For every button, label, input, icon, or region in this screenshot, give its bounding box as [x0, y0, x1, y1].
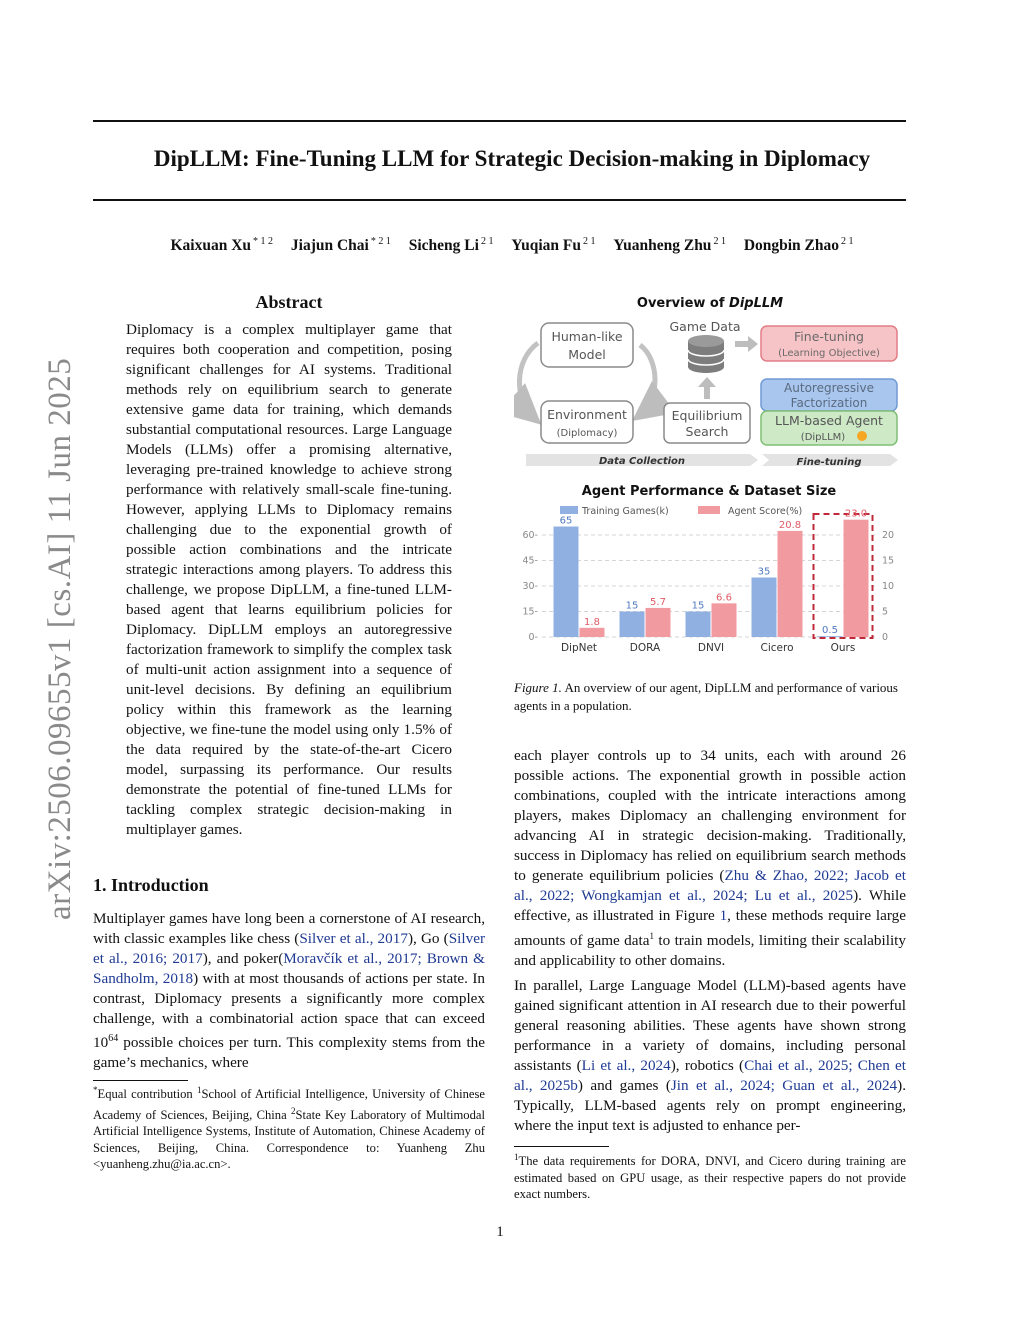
figure-overview-title: Overview of DipLLM [636, 296, 784, 311]
data-label-score: 23.0 [844, 508, 868, 520]
database-icon [688, 335, 724, 373]
category-label: DipNet [560, 642, 598, 654]
bar-training-games [752, 578, 777, 638]
author: Dongbin Zhao $^{2 1}$ [743, 236, 854, 255]
environment-label: Environment [547, 407, 627, 422]
right-tick-label: 0 [882, 632, 889, 643]
paper-title: DipLLM: Fine-Tuning LLM for Strategic Decision-making in Diplomacy [153, 146, 871, 171]
section-heading-introduction: 1. Introduction [93, 875, 209, 895]
category-label: DNVI [697, 642, 725, 654]
data-label-training: 0.5 [822, 625, 838, 637]
bar-agent-score [712, 603, 737, 637]
left-tick-label: 30- [522, 581, 538, 592]
legend-swatch-training [560, 506, 578, 514]
left-tick-label: 15- [522, 606, 538, 618]
category-label: Ours [830, 642, 856, 654]
figure-reference-link[interactable]: 1 [719, 907, 728, 924]
data-footnote: $^1$The data requirements for DORA, DNVI, and Cicero during training are estimated based on GPU usage, as their respective papers do not provide exact numbers. [514, 1152, 906, 1202]
figure-caption: Figure 1. An overview of our agent, DipLLM and performance of various agents in a population. [514, 680, 898, 713]
author: Jiajun Chai $^{* 2 1}$ [290, 236, 391, 255]
equilibrium-search-label: Search [685, 424, 729, 439]
finetuning-stage-label: Fine-tuning [796, 457, 862, 468]
right-tick-label: 10 [882, 580, 895, 592]
bar-training-games [554, 527, 579, 638]
chart-title: Agent Performance & Dataset Size [581, 484, 837, 499]
body-paragraph: In parallel, Large Language Model (LLM)-based agents have gained significant attention in AI research due to their powerful general reasoning abilities. These agents have shown strong performance in a variety of domains, including personal assistants (Li et al., 2024), robotics (Chai et al., 2025; Chen et al., 2025b) and games (Jin et al., 2024; Guan et al., 2024). Typically, LLM-based agents rely on prompt engineering, where the input text is adjusted to enhance per- [514, 977, 907, 1134]
autoregressive-label: Factorization [790, 396, 868, 410]
cycle-arrow-right [640, 345, 655, 415]
llm-agent-label: LLM-based Agent [775, 413, 883, 428]
data-label-score: 1.8 [584, 616, 600, 628]
data-collection-label: Data Collection [598, 456, 686, 467]
chart-legend [560, 506, 802, 517]
abstract-body: Diplomacy is a complex multiplayer game that requires both cooperation and competition, posing significant challenges for AI systems. Traditional methods rely on equilibrium search to generate extensive game data for training, which demands substantial computational resources. Large Language Models (LLMs) offer a promising alternative, leveraging pre-trained knowledge to achieve strong performance with relatively small-scale fine-tuning. However, applying LLMs to Diplomacy remains challenging due to the exponential growth of possible action combinations and the intricate strategic interactions among players. To address this challenge, we propose DipLLM, a fine-tuned LLM-based agent that learns equilibrium policies for Diplomacy. DipLLM employs an autoregressive factorization framework to simplify the complex task of multi-unit action assignment into a sequence of unit-level decisions. By defining an equilibrium policy within this framework as the learning objective, we fine-tune the model using only 1.5% of the data required by the state-of-the-art Cicero model, surpassing its performance. Our results demonstrate the potential of fine-tuned LLMs for tackling complex strategic decision-making in multiplayer games. [126, 321, 452, 838]
arrow-right-icon [748, 336, 758, 352]
right-tick-label: 15 [882, 555, 895, 567]
arrow-up-icon [698, 377, 716, 387]
data-label-score: 6.6 [716, 592, 732, 604]
citation-link[interactable]: Moravčík et al., 2017; Brown & Sandholm, 2018 [93, 950, 485, 987]
right-tick-label: 5 [882, 606, 889, 618]
performance-chart [514, 480, 906, 658]
left-tick-label: 60- [522, 530, 538, 541]
data-label-training: 15 [625, 600, 639, 612]
game-data-label: Game Data [669, 319, 741, 334]
legend-swatch-score [698, 506, 720, 514]
author-list [60, 236, 964, 255]
author: Yuanheng Zhu $^{2 1}$ [613, 236, 726, 255]
human-model-label: Model [568, 347, 606, 362]
finetuning-label: Fine-tuning [794, 329, 864, 344]
data-label-score: 20.8 [778, 519, 802, 531]
author: Kaixuan Xu $^{* 1 2}$ [170, 236, 274, 255]
abstract-heading: Abstract [255, 292, 323, 312]
footnote-rule [93, 1080, 188, 1081]
citation-link[interactable]: Chai et al., 2025; Chen et al., 2025b [514, 1057, 907, 1094]
legend-label-score: Agent Score(%) [728, 506, 803, 517]
overview-diagram [514, 315, 906, 475]
category-label: DORA [629, 642, 661, 654]
author: Sicheng Li $^{2 1}$ [408, 236, 494, 255]
author: Yuqian Fu $^{2 1}$ [511, 236, 596, 255]
bar-agent-score [646, 608, 671, 637]
bar-training-games [620, 612, 645, 638]
body-paragraph: each player controls up to 34 units, each with around 26 possible actions. The exponential growth in possible action combinations, coupled with the intricate interactions among players, makes Diplomacy an challenging environment for advancing AI in strategic decision-making. Traditionally, success in Diplomacy has relied on equilibrium search methods to generate equilibrium policies (Zhu & Zhao, 2022; Jacob et al., 2022; Wongkamjan et al., 2024; Lu et al., 2025). While effective, as illustrated in Figure 1, these methods require large amounts of game data$^1$ to train models, limiting their scalability and applicability to other domains. [514, 747, 906, 970]
cycle-arrow-left [519, 343, 538, 418]
affiliation-footnote: *Equal contribution $^1$School of Artificial Intelligence, University of Chinese Academy of Sciences, Beijing, China $^2$State Key Laboratory of Multimodal Artificial Intelligence Systems, Institute of Automation, Chinese Academy of Sciences, Beijing, China. Correspondence to: Yuanheng Zhu <yuanheng.zhu@ia.ac.cn>. [93, 1085, 485, 1172]
bar-training-games [686, 612, 711, 638]
human-model-label: Human-like [551, 329, 623, 344]
environment-sublabel: (Diplomacy) [556, 428, 618, 439]
legend-label-training: Training Games(k) [582, 506, 669, 517]
footnote-rule [514, 1146, 609, 1147]
bar-agent-score [580, 628, 605, 637]
data-label-training: 35 [757, 566, 771, 578]
learning-objective-label: (Learning Objective) [778, 348, 880, 359]
data-label-training: 65 [559, 515, 573, 527]
flame-icon [857, 431, 867, 441]
citation-link[interactable]: Silver et al., 2016; 2017 [93, 930, 485, 967]
data-label-score: 5.7 [650, 596, 666, 608]
citation-link[interactable]: Jin et al., 2024; Guan et al., 2024 [670, 1077, 898, 1094]
bar-agent-score [778, 531, 803, 637]
title-bottom-rule [93, 199, 906, 201]
category-label: Cicero [760, 642, 794, 654]
top-rule [93, 120, 906, 122]
autoregressive-label: Autoregressive [784, 381, 874, 395]
page-number: 1 [496, 1224, 504, 1240]
intro-paragraph: Multiplayer games have long been a cornerstone of AI research, with classic examples like chess (Silver et al., 2017), Go (Silver et al., 2016; 2017), and poker(Moravčík et al., 2017; Brown & Sandholm, 2018) with at most thousands of actions per state. In contrast, Diplomacy presents a significantly more complex challenge, with a combinatorial action space that can exceed $10^{64}$ possible choices per turn. This complexity stems from the game’s mechanics, where [93, 910, 485, 1072]
citation-link[interactable]: Silver et al., 2017 [299, 930, 408, 947]
citation-link[interactable]: Li et al., 2024 [581, 1057, 671, 1074]
equilibrium-search-label: Equilibrium [671, 408, 743, 423]
citation-link[interactable]: Zhu & Zhao, 2022; Jacob et al., 2022; Wongkamjan et al., 2024; Lu et al., 2025 [514, 867, 906, 904]
right-tick-label: 20 [882, 529, 895, 541]
data-label-training: 15 [691, 600, 705, 612]
arxiv-identifier: arXiv:2506.09655v1 [cs.AI] 11 Jun 2025 [42, 357, 78, 920]
bar-agent-score [844, 520, 869, 637]
bar-training-games [818, 636, 843, 637]
dipllm-tag: (DipLLM) [800, 432, 846, 443]
left-tick-label: 45- [522, 555, 538, 567]
left-tick-label: 0- [528, 632, 538, 643]
